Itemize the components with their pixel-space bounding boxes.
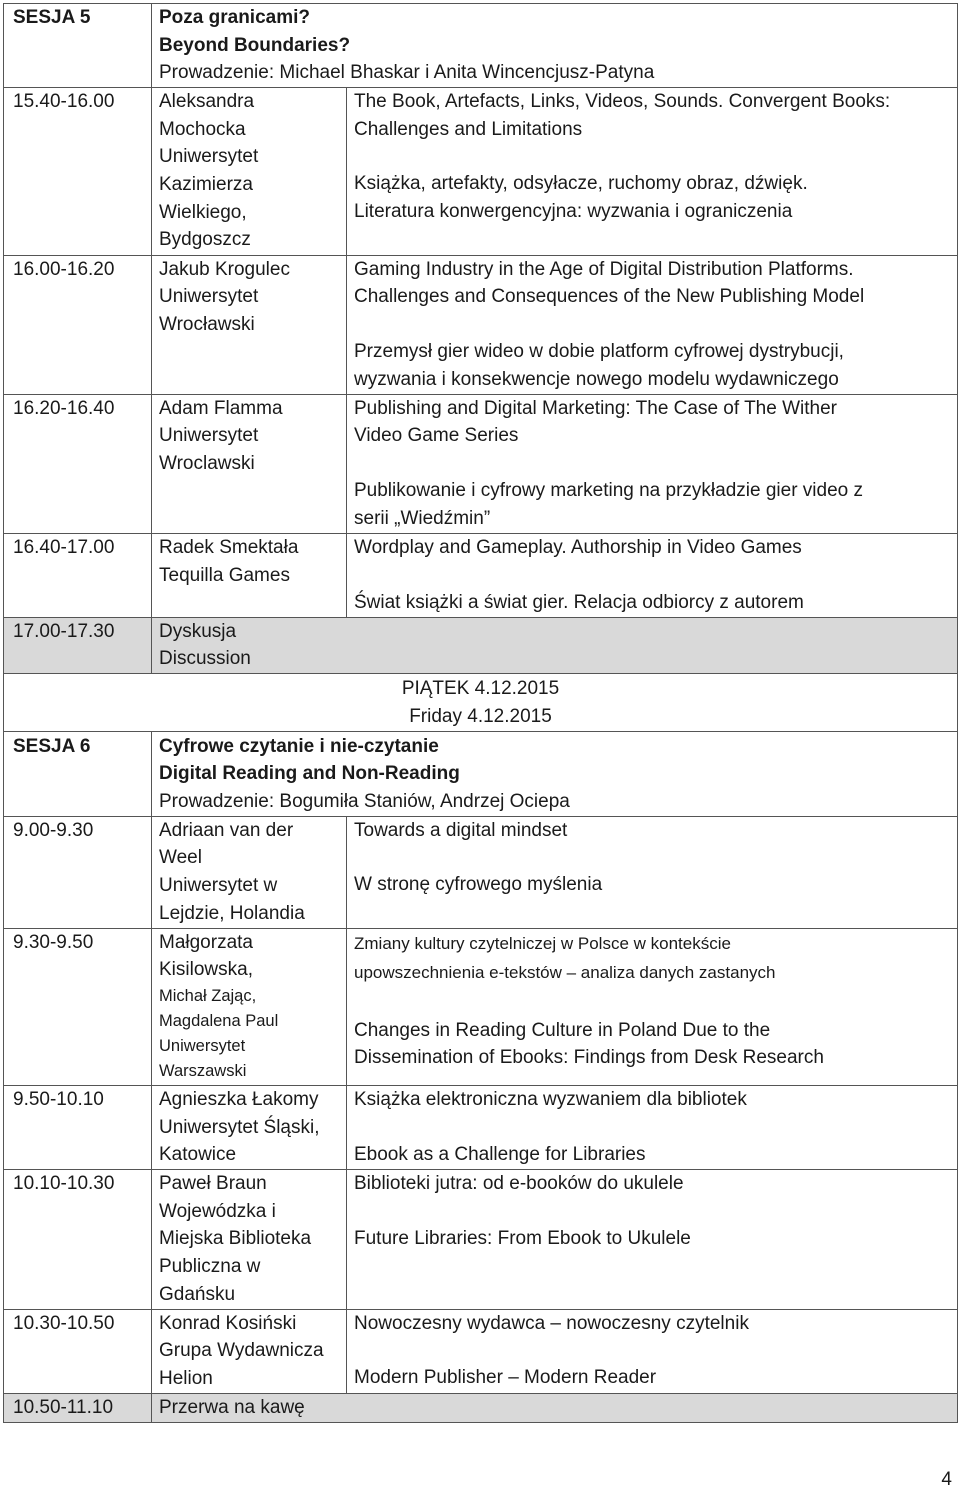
discussion-empty bbox=[347, 617, 958, 674]
speaker-line: Wroclawski bbox=[159, 453, 255, 475]
discussion-row bbox=[4, 617, 958, 674]
speaker-line: Helion bbox=[159, 1368, 213, 1390]
session-6-title bbox=[152, 731, 958, 816]
speaker bbox=[152, 1085, 347, 1169]
session-5-label: SESJA 5 bbox=[4, 4, 152, 88]
speaker-line: Radek Smektała bbox=[159, 537, 299, 558]
page-number: 4 bbox=[941, 1469, 952, 1490]
title-en: Publishing and Digital Marketing: The Case of The Wither bbox=[354, 397, 837, 419]
title-pl: Książka elektroniczna wyzwaniem dla bibliotek bbox=[354, 1088, 747, 1110]
talk-row bbox=[4, 1170, 958, 1310]
title-pl: Literatura konwergencyjna: wyzwania i ograniczenia bbox=[354, 201, 793, 223]
speaker-line: Konrad Kosiński bbox=[159, 1312, 297, 1334]
speaker-line: Paweł Braun bbox=[159, 1173, 267, 1195]
session-5-header bbox=[4, 4, 958, 88]
title-pl: Przemysł gier wideo w dobie platform cyfrowej dystrybucji, bbox=[354, 340, 844, 362]
speaker-line: Uniwersytet bbox=[159, 286, 259, 308]
title-pl: Książka, artefakty, odsyłacze, ruchomy obraz, dźwięk. bbox=[354, 173, 808, 195]
title-pl: Świat książki a świat gier. Relacja odbiorcy z autorem bbox=[354, 591, 804, 613]
title-en: Dissemination of Ebooks: Findings from Desk Research bbox=[354, 1047, 824, 1069]
speaker-line: Wielkiego, bbox=[159, 201, 247, 223]
session-6-title-en: Digital Reading and Non-Reading bbox=[159, 763, 460, 785]
talk-title bbox=[347, 1309, 958, 1393]
title-pl: W stronę cyfrowego myślenia bbox=[354, 874, 603, 896]
title-pl: Biblioteki jutra: od e-booków do ukulele bbox=[354, 1173, 684, 1195]
talk-row bbox=[4, 928, 958, 1085]
talk-row bbox=[4, 534, 958, 618]
break-time: 10.50-11.10 bbox=[4, 1394, 152, 1423]
discussion-time: 17.00-17.30 bbox=[4, 617, 152, 674]
title-pl: serii „Wiedźmin” bbox=[354, 507, 491, 529]
title-en: Changes in Reading Culture in Poland Due to the bbox=[354, 1019, 771, 1041]
title-en: Future Libraries: From Ebook to Ukulele bbox=[354, 1227, 691, 1249]
session-6-label: SESJA 6 bbox=[4, 731, 152, 816]
speaker-line: Miejska Biblioteka bbox=[159, 1228, 312, 1250]
speaker-line: Adam Flamma bbox=[159, 397, 283, 419]
session-5-chairs: Prowadzenie: Michael Bhaskar i Anita Wincencjusz-Patyna bbox=[159, 62, 655, 84]
speaker-line: Kazimierza bbox=[159, 174, 253, 196]
title-en: Gaming Industry in the Age of Digital Distribution Platforms. bbox=[354, 258, 854, 280]
title-en: Wordplay and Gameplay. Authorship in Video Games bbox=[354, 537, 802, 558]
talk-title bbox=[347, 816, 958, 928]
speaker-line: Michał Zając, bbox=[159, 987, 257, 1006]
speaker-line: Mochocka bbox=[159, 118, 246, 140]
speaker-line: Tequilla Games bbox=[159, 564, 290, 586]
speaker bbox=[152, 928, 347, 1085]
talk-time: 9.50-10.10 bbox=[4, 1085, 152, 1169]
speaker bbox=[152, 255, 347, 394]
speaker-line: Weel bbox=[159, 847, 202, 869]
talk-time: 9.30-9.50 bbox=[4, 928, 152, 1085]
speaker-line: Adriaan van der bbox=[159, 819, 294, 841]
speaker-line: Lejdzie, Holandia bbox=[159, 902, 305, 924]
speaker-line: Agnieszka Łakomy bbox=[159, 1088, 319, 1110]
speaker-line: Magdalena Paul bbox=[159, 1012, 279, 1031]
speaker bbox=[152, 1309, 347, 1393]
session-5-title-pl: Poza granicami? bbox=[159, 7, 310, 28]
talk-row bbox=[4, 816, 958, 928]
speaker-line: Uniwersytet w bbox=[159, 875, 278, 897]
talk-time: 15.40-16.00 bbox=[4, 88, 152, 255]
break-row bbox=[4, 1394, 958, 1423]
speaker-line: Uniwersytet Śląski, bbox=[159, 1116, 320, 1138]
speaker-line: Grupa Wydawnicza bbox=[159, 1340, 324, 1362]
speaker-line: Publiczna w bbox=[159, 1255, 261, 1277]
talk-row bbox=[4, 1309, 958, 1393]
session-6-title-pl: Cyfrowe czytanie i nie-czytanie bbox=[159, 735, 439, 757]
speaker-line: Wojewódzka i bbox=[159, 1200, 276, 1222]
talk-row bbox=[4, 88, 958, 255]
title-pl: Publikowanie i cyfrowy marketing na przykładzie gier video z bbox=[354, 480, 864, 502]
title-pl: upowszechnienia e-tekstów – analiza danych zastanych bbox=[354, 962, 776, 982]
session-6-header bbox=[4, 731, 958, 816]
speaker-line: Małgorzata bbox=[159, 931, 253, 953]
day-header-row bbox=[4, 674, 958, 732]
break-label: Przerwa na kawę bbox=[152, 1394, 347, 1423]
discussion-pl: Dyskusja bbox=[159, 620, 237, 642]
talk-row bbox=[4, 255, 958, 394]
speaker-line: Warszawski bbox=[159, 1062, 247, 1081]
speaker-line: Bydgoszcz bbox=[159, 229, 251, 251]
speaker-line: Uniwersytet bbox=[159, 1037, 246, 1056]
speaker bbox=[152, 1170, 347, 1310]
title-en: Modern Publisher – Modern Reader bbox=[354, 1367, 657, 1389]
talk-row bbox=[4, 1085, 958, 1169]
day-header bbox=[4, 674, 958, 732]
talk-row bbox=[4, 394, 958, 533]
discussion-en: Discussion bbox=[159, 648, 251, 670]
talk-time: 9.00-9.30 bbox=[4, 816, 152, 928]
session-5-title-en: Beyond Boundaries? bbox=[159, 34, 351, 56]
schedule-table bbox=[3, 3, 958, 1423]
speaker bbox=[152, 816, 347, 928]
talk-time: 10.30-10.50 bbox=[4, 1309, 152, 1393]
title-pl: Nowoczesny wydawca – nowoczesny czytelnik bbox=[354, 1312, 749, 1334]
talk-title bbox=[347, 1170, 958, 1310]
talk-title bbox=[347, 1085, 958, 1169]
title-en: The Book, Artefacts, Links, Videos, Sounds. Convergent Books: bbox=[354, 91, 891, 113]
talk-title bbox=[347, 255, 958, 394]
day-pl: PIĄTEK 4.12.2015 bbox=[401, 678, 560, 700]
speaker-line: Wrocławski bbox=[159, 313, 255, 335]
talk-time: 16.00-16.20 bbox=[4, 255, 152, 394]
title-en: Video Game Series bbox=[354, 425, 519, 447]
title-en: Ebook as a Challenge for Libraries bbox=[354, 1143, 646, 1165]
speaker-line: Katowice bbox=[159, 1144, 237, 1166]
title-pl: Zmiany kultury czytelniczej w Polsce w kontekście bbox=[354, 933, 731, 953]
speaker-line: Aleksandra bbox=[159, 91, 255, 113]
talk-time: 10.10-10.30 bbox=[4, 1170, 152, 1310]
speaker-line: Gdańsku bbox=[159, 1283, 236, 1305]
speaker-line: Uniwersytet bbox=[159, 425, 259, 447]
talk-time: 16.40-17.00 bbox=[4, 534, 152, 618]
talk-title bbox=[347, 394, 958, 533]
title-en: Challenges and Consequences of the New Publishing Model bbox=[354, 286, 865, 308]
title-en: Towards a digital mindset bbox=[354, 819, 568, 841]
break-empty bbox=[347, 1394, 958, 1423]
day-en: Friday 4.12.2015 bbox=[409, 705, 552, 727]
title-en: Challenges and Limitations bbox=[354, 118, 583, 140]
talk-title bbox=[347, 534, 958, 618]
speaker bbox=[152, 394, 347, 533]
session-5-title bbox=[152, 4, 958, 88]
speaker bbox=[152, 88, 347, 255]
discussion-label bbox=[152, 617, 347, 674]
speaker-line: Jakub Krogulec bbox=[159, 258, 290, 280]
talk-title bbox=[347, 88, 958, 255]
talk-title bbox=[347, 928, 958, 1085]
speaker-line: Kisilowska, bbox=[159, 959, 253, 981]
session-6-chairs: Prowadzenie: Bogumiła Staniów, Andrzej Ociepa bbox=[159, 790, 570, 812]
talk-time: 16.20-16.40 bbox=[4, 394, 152, 533]
title-pl: wyzwania i konsekwencje nowego modelu wydawniczego bbox=[354, 368, 839, 390]
speaker bbox=[152, 534, 347, 618]
speaker-line: Uniwersytet bbox=[159, 146, 259, 168]
